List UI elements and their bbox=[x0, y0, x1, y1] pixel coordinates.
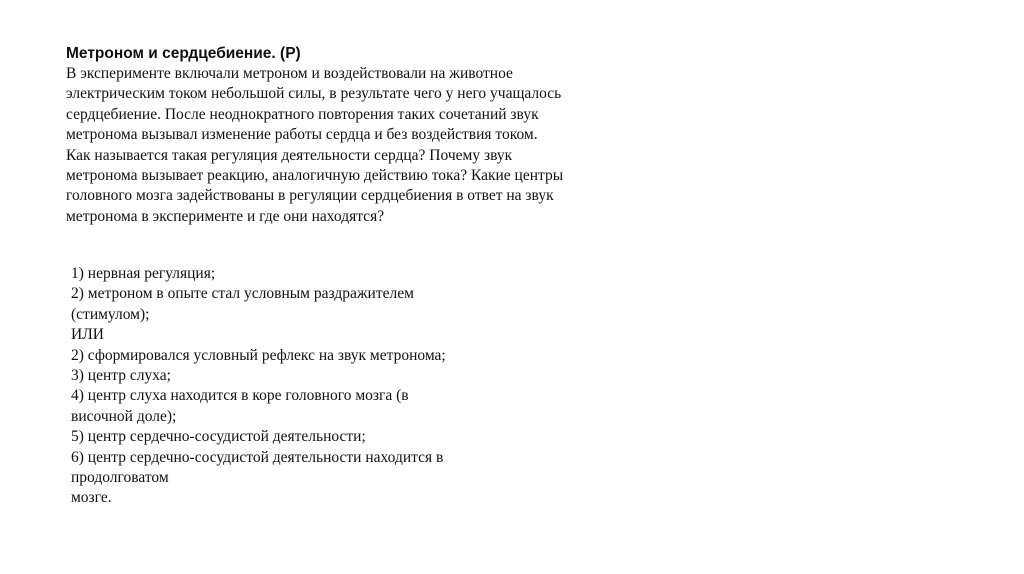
answer-line: 2) метроном в опыте стал условным раздражителем bbox=[71, 285, 414, 303]
answer-line: мозге. bbox=[71, 489, 112, 507]
answer-line: 1) нервная регуляция; bbox=[71, 265, 216, 282]
question-line: Как называется такая регуляция деятельности сердца? Почему звук bbox=[66, 146, 513, 164]
answer-line: 6) центр сердечно-сосудистой деятельности находится в bbox=[71, 448, 444, 466]
answer-block bbox=[71, 264, 511, 509]
answer-line: 4) центр слуха находится в коре головного мозга (в bbox=[71, 387, 409, 405]
question-line: метронома в эксперименте и где они находятся? bbox=[66, 207, 385, 225]
answer-line: 2) сформировался условный рефлекс на звук метронома; bbox=[71, 346, 446, 364]
answer-line: 3) центр слуха; bbox=[71, 367, 171, 385]
question-line: метронома вызывает реакцию, аналогичную действию тока? Какие центры bbox=[66, 167, 564, 185]
answer-line: (стимулом); bbox=[71, 305, 150, 323]
answer-line: ИЛИ bbox=[71, 326, 104, 344]
question-line: сердцебиение. После неоднократного повторения таких сочетаний звук bbox=[66, 105, 539, 123]
answer-line: продолговатом bbox=[71, 469, 169, 487]
question-block bbox=[66, 44, 626, 227]
question-line: метронома вызывал изменение работы сердца и без воздействия током. bbox=[66, 126, 538, 144]
question-line: В эксперименте включали метроном и воздействовали на животное bbox=[66, 65, 513, 82]
slide-title: Метроном и сердцебиение. (Р) bbox=[66, 45, 301, 62]
question-line: головного мозга задействованы в регуляции сердцебиения в ответ на звук bbox=[66, 187, 554, 205]
answer-line: 5) центр сердечно-сосудистой деятельности; bbox=[71, 428, 366, 446]
answer-line: височной доле); bbox=[71, 407, 177, 425]
question-line: электрическим током небольшой силы, в результате чего у него учащалось bbox=[66, 85, 562, 103]
